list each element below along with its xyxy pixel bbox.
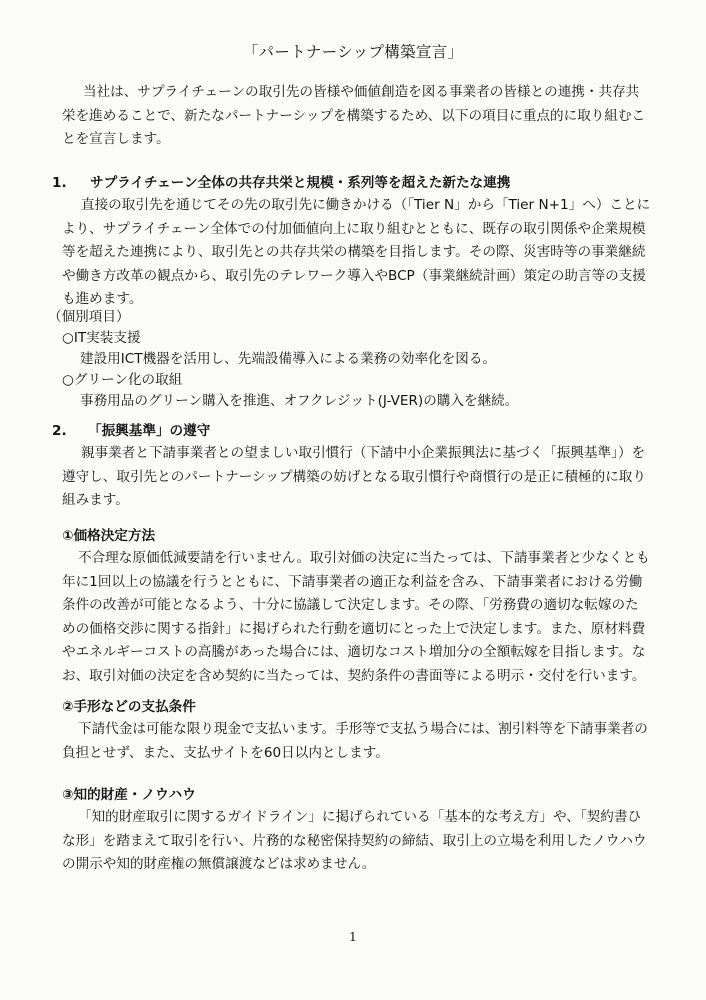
price-decision-body: 不合理な原価低減要請を行いません。取引対価の決定に当たっては、下請事業者と少なくとも年に1回以上の協議を行うとともに、下請事業者の適正な利益を含み、下請事業者における労働条件の改善が可能となるよう、十分に協議して決定します。その際、「労務費の適切な転嫁のための価格交渉に関する指針」に掲げられた行動を適切にとった上で決定します。また、原材料費やエネルギーコストの高騰があった場合には、適切なコスト増加分の全額転嫁を目指します。なお、取引対価の決定を含め契約に当たっては、契約条件の書面等による明示・交付を行います。 [62, 550, 650, 684]
item-it-label: ○IT実装支援 [62, 330, 141, 346]
ip-knowhow-heading: ③知的財産・ノウハウ [62, 787, 196, 803]
section1-body: 直接の取引先を通じてその先の取引先に働きかける（「Tier N」から「Tier N+1」へ）ことにより、サプライチェーン全体での付加価値向上に取り組むとともに、既存の取引関係や企業規模等を超えた連携により、取引先との共存共栄の構築を目指します。その際、災害時等の事業継続や働き方改革の観点から、取引先のテレワーク導入やBCP（事業継続計画）策定の助言等の支援も進めます。 [62, 197, 651, 307]
ip-knowhow-body: 「知的財産取引に関するガイドライン」に掲げられている「基本的な考え方」や、「契約書ひな形」を踏まえて取引を行い、片務的な秘密保持契約の締結、取引上の立場を利用したノウハウの開示や知的財産権の無償譲渡などは求めません。 [62, 809, 647, 872]
page-number: 1 [349, 930, 357, 944]
individual-items-label: （個別項目） [48, 309, 130, 325]
payment-terms-heading: ②手形などの支払条件 [62, 699, 196, 715]
page-title: 「パートナーシップ構築宣言」 [242, 43, 464, 61]
section1-number: 1. [52, 175, 67, 191]
payment-terms-body: 下請代金は可能な限り現金で支払います。手形等で支払う場合には、割引料等を下請事業者の負担とせず、また、支払サイトを60日以内とします。 [62, 721, 648, 761]
item-green-detail: 事務用品のグリーン購入を推進、オフクレジット(J-VER)の購入を継続。 [80, 393, 519, 409]
section2-body: 親事業者と下請事業者との望ましい取引慣行（下請中小企業振興法に基づく「振興基準」）を遵守し、取引先とのパートナーシップ構築の妨げとなる取引慣行や商慣行の是正に積極的に取り組みます。 [62, 445, 646, 508]
section2-heading [52, 420, 652, 444]
section1-heading-text: サプライチェーン全体の共存共栄と規模・系列等を超えた新たな連携 [90, 175, 511, 191]
item-green-label: ○グリーン化の取組 [62, 372, 183, 388]
section2-number: 2. [52, 423, 67, 439]
intro-paragraph: 当社は、サプライチェーンの取引先の皆様や価値創造を図る事業者の皆様との連携・共存共栄を進めることで、新たなパートナーシップを構築するため、以下の項目に重点的に取り組むことを宣言します。 [62, 84, 646, 147]
item-it-detail: 建設用ICT機器を活用し、先端設備導入による業務の効率化を図る。 [80, 351, 497, 367]
section2-heading-text: 「振興基準」の遵守 [88, 423, 211, 439]
price-decision-heading: ①価格決定方法 [62, 528, 156, 544]
section1-heading [52, 172, 652, 196]
